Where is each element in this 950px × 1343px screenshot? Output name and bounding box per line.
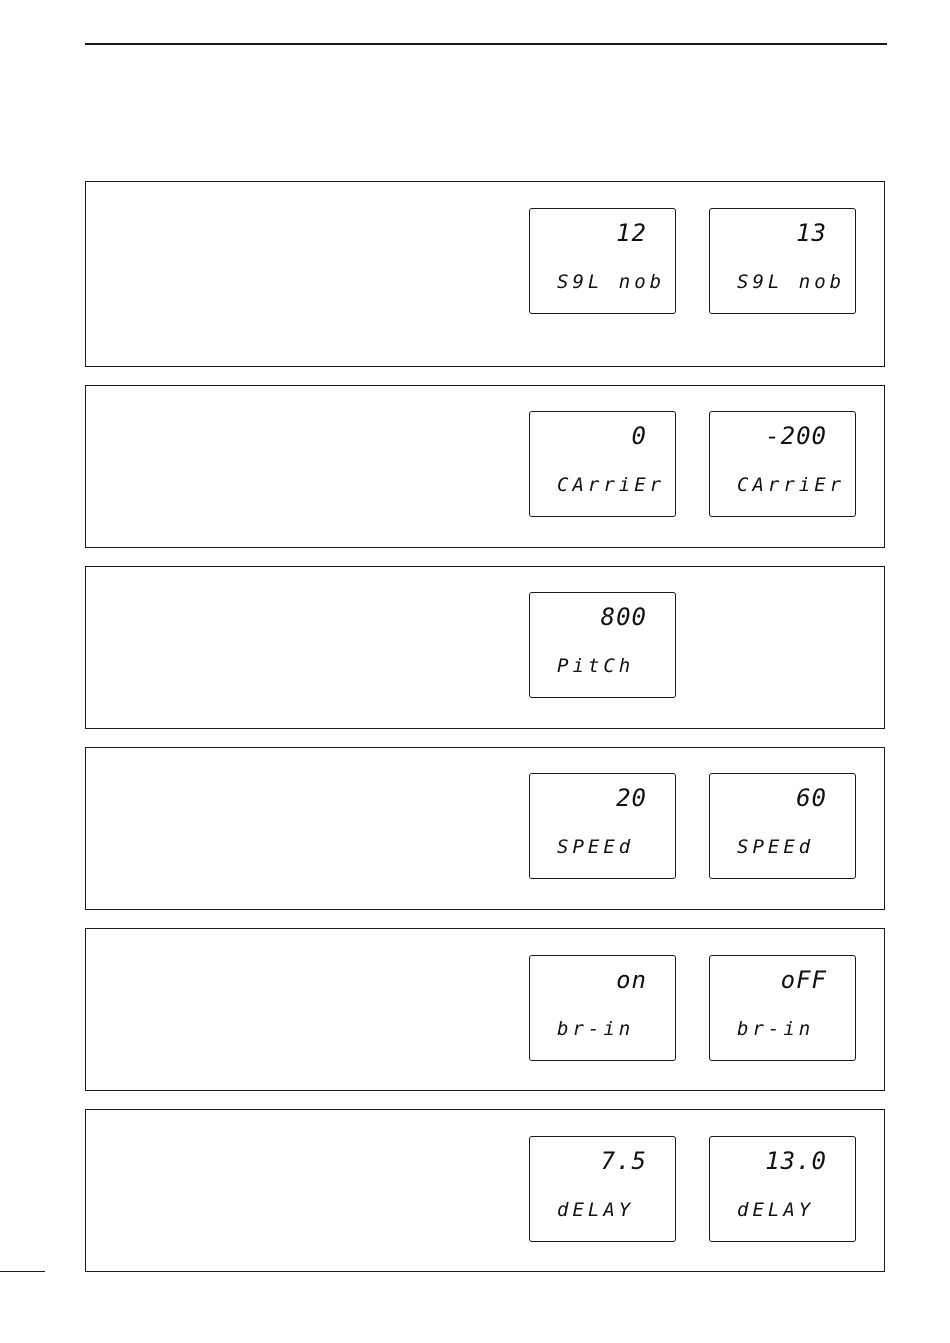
margin-rule	[0, 1271, 45, 1272]
lcd-label: PitCh	[557, 655, 635, 677]
lcd-value: oFF	[780, 966, 827, 994]
lcd-value: 13	[796, 219, 827, 247]
lcd-display	[529, 411, 676, 517]
lcd-label: CArriEr	[557, 474, 666, 496]
lcd-value: 0	[631, 422, 647, 450]
lcd-label: S9L nob	[737, 271, 846, 293]
lcd-label: br-in	[737, 1018, 815, 1040]
squelch-setting-panel	[85, 181, 885, 367]
lcd-label: CArriEr	[737, 474, 846, 496]
lcd-value: 60	[796, 784, 827, 812]
pitch-setting-panel	[85, 566, 885, 729]
lcd-label: SPEEd	[557, 836, 635, 858]
lcd-display	[709, 955, 856, 1061]
lcd-value: 800	[600, 603, 647, 631]
lcd-value: -200	[765, 422, 827, 450]
lcd-display	[529, 592, 676, 698]
break-in-setting-panel	[85, 928, 885, 1091]
header-rule	[85, 43, 887, 45]
lcd-label: S9L nob	[557, 271, 666, 293]
lcd-display	[529, 955, 676, 1061]
lcd-value: 7.5	[600, 1147, 647, 1175]
lcd-display	[709, 1136, 856, 1242]
lcd-value: 20	[616, 784, 647, 812]
speed-setting-panel	[85, 747, 885, 910]
lcd-display	[709, 411, 856, 517]
lcd-label: dELAY	[557, 1199, 635, 1221]
lcd-label: SPEEd	[737, 836, 815, 858]
lcd-display	[529, 773, 676, 879]
carrier-setting-panel	[85, 385, 885, 548]
lcd-display	[709, 773, 856, 879]
delay-setting-panel	[85, 1109, 885, 1272]
lcd-value: 12	[616, 219, 647, 247]
lcd-label: dELAY	[737, 1199, 815, 1221]
lcd-label: br-in	[557, 1018, 635, 1040]
lcd-display	[709, 208, 856, 314]
lcd-value: 13.0	[765, 1147, 827, 1175]
lcd-display	[529, 208, 676, 314]
lcd-display	[529, 1136, 676, 1242]
lcd-value: on	[616, 966, 647, 994]
